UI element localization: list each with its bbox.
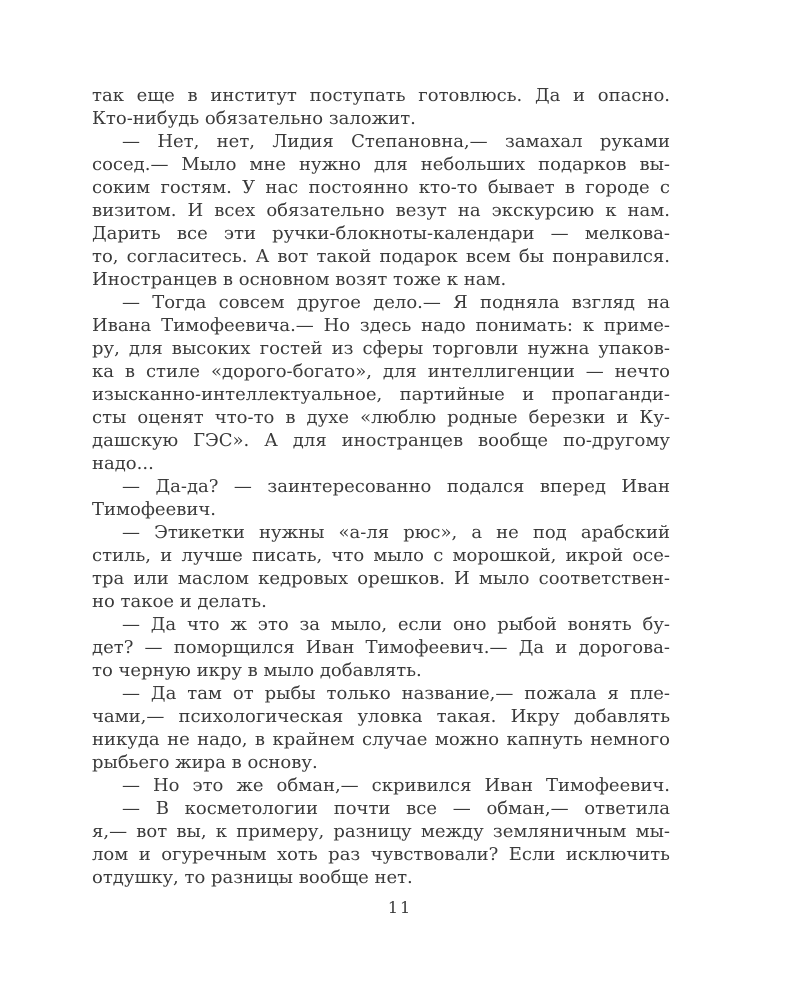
text-line: Ивана Тимофеевича.— Но здесь надо понимать: к приме- [92, 315, 670, 336]
text-line: — Да что ж это за мыло, если оно рыбой вонять бу- [122, 614, 670, 635]
text-line: чами,— психологическая уловка такая. Икру добавлять [92, 706, 670, 727]
text-line: дет? — поморщился Иван Тимофеевич.— Да и дорогова- [92, 637, 670, 658]
text-line: то черную икру в мыло добавлять. [92, 660, 422, 681]
text-line: Иностранцев в основном возят тоже к нам. [92, 269, 507, 290]
text-line: никуда не надо, в крайнем случае можно капнуть немного [92, 729, 670, 750]
text-line: то, согласитесь. А вот такой подарок всем бы понравился. [92, 246, 670, 267]
text-line: — Нет, нет, Лидия Степановна,— замахал руками [122, 131, 670, 152]
text-line: — Да-да? — заинтересованно подался вперед Иван [122, 476, 670, 497]
text-line: надо... [92, 453, 154, 474]
text-line: сты оценят что-то в духе «люблю родные березки и Ку- [92, 407, 670, 428]
text-line: тра или маслом кедровых орешков. И мыло соответствен- [92, 568, 670, 589]
text-line: Дарить все эти ручки-блокноты-календари — мелкова- [92, 223, 670, 244]
text-line: соким гостям. У нас постоянно кто-то бывает в городе с [92, 177, 670, 198]
text-line: отдушку, то разницы вообще нет. [92, 867, 413, 888]
text-line: изысканно-интеллектуальное, партийные и пропаганди- [92, 384, 670, 405]
text-line: — В косметологии почти все — обман,— ответила [122, 798, 670, 819]
text-line: рыбьего жира в основу. [92, 752, 318, 773]
page-number: 11 [387, 898, 413, 917]
text-line: дашскую ГЭС». А для иностранцев вообще по-другому [92, 430, 670, 451]
text-line: лом и огуречным хоть раз чувствовали? Если исключить [92, 844, 670, 865]
page-text [92, 84, 670, 889]
text-line: сосед.— Мыло мне нужно для небольших подарков вы- [92, 154, 670, 175]
text-line: Тимофеевич. [92, 499, 216, 520]
text-line: ка в стиле «дорого-богато», для интеллигенции — нечто [92, 361, 670, 382]
text-line: — Этикетки нужны «а-ля рюс», а не под арабский [122, 522, 670, 543]
text-line: — Да там от рыбы только название,— пожала я пле- [122, 683, 670, 704]
text-line: — Но это же обман,— скривился Иван Тимофеевич. [122, 775, 670, 796]
text-line: визитом. И всех обязательно везут на экскурсию к нам. [92, 200, 670, 221]
text-line: так еще в институт поступать готовлюсь. Да и опасно. [92, 85, 670, 106]
text-line: я,— вот вы, к примеру, разницу между земляничным мы- [92, 821, 670, 842]
text-line: стиль, и лучше писать, что мыло с морошкой, икрой осе- [92, 545, 670, 566]
text-line: ру, для высоких гостей из сферы торговли нужна упаков- [92, 338, 670, 359]
text-line: но такое и делать. [92, 591, 267, 612]
text-line: Кто-нибудь обязательно заложит. [92, 108, 416, 129]
text-line: — Тогда совсем другое дело.— Я подняла взгляд на [122, 292, 670, 313]
